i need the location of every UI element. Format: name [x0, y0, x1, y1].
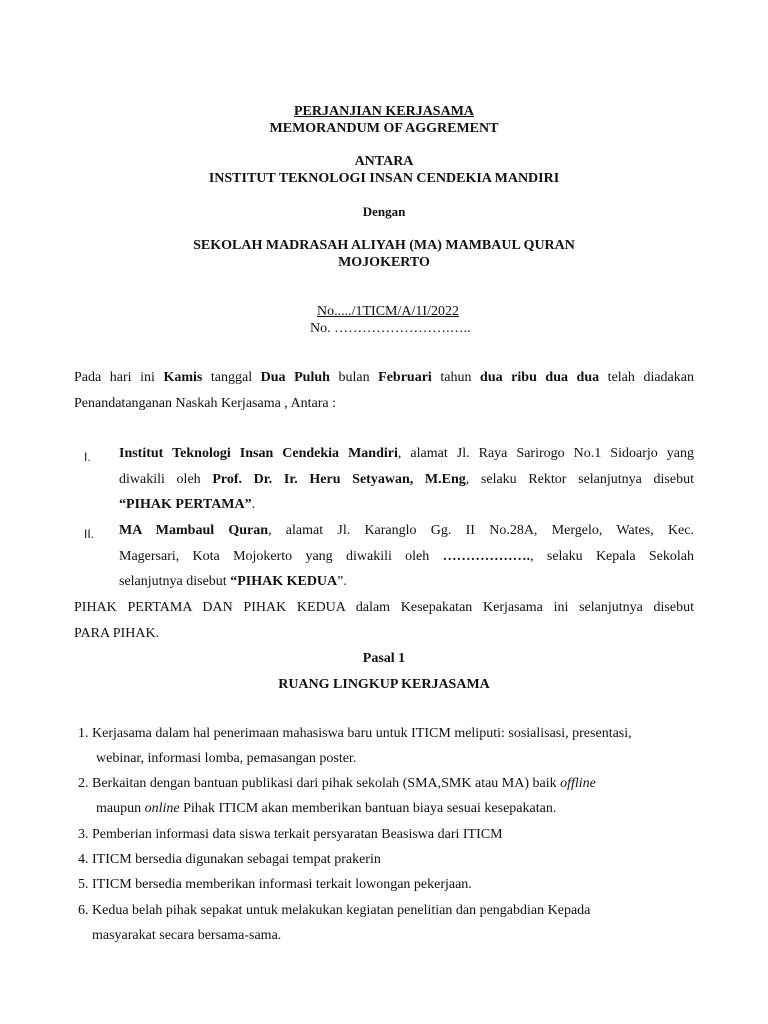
agreement-number-2: No. …………………….….. — [310, 321, 471, 336]
party-1-representative: Prof. Dr. Ir. Heru Setyawan, M.Eng — [212, 472, 466, 487]
party-2-line-2: Magersari, Kota Mojokerto yang diwakili oleh ………………., selaku Kepala Sekolah — [119, 549, 694, 564]
party-1-line-2: diwakili oleh Prof. Dr. Ir. Heru Setyawan, M.Eng, selaku Rektor selanjutnya disebut — [119, 472, 694, 487]
intro-year: dua ribu dua dua — [480, 370, 600, 385]
scope-item-2-line-2: maupun online Pihak ITICM akan memberikan bantuan biaya sesuai kesepakatan. — [96, 801, 557, 816]
party-2-representative: ………………. — [442, 549, 531, 564]
pasal-number: Pasal 1 — [362, 651, 406, 666]
scope-item-3: 3. Pemberian informasi data siswa terkait persyaratan Beasiswa dari ITICM — [78, 827, 503, 842]
intro-line-1: Pada hari ini Kamis tanggal Dua Puluh bulan Februari tahun dua ribu dua dua telah diadakan — [74, 370, 694, 385]
party-marker-2: II. — [84, 527, 95, 541]
title-line-1: PERJANJIAN KERJASAMA — [293, 104, 475, 119]
scope-item-1-line-2: webinar, informasi lomba, pemasangan poster. — [96, 751, 357, 766]
antara-label: ANTARA — [354, 154, 414, 169]
party-1-line-1: Institut Teknologi Insan Cendekia Mandiri, alamat Jl. Raya Sarirogo No.1 Sidoarjo yang — [119, 446, 694, 461]
party-2-line-3: selanjutnya disebut “PIHAK KEDUA”. — [119, 574, 347, 589]
scope-item-1-line-1: 1. Kerjasama dalam hal penerimaan mahasiswa baru untuk ITICM meliputi: sosialisasi, presentasi, — [78, 726, 632, 741]
scope-item-5: 5. ITICM bersedia memberikan informasi terkait lowongan pekerjaan. — [78, 877, 472, 892]
intro-line-2: Penandatanganan Naskah Kerjasama , Antara : — [74, 396, 337, 411]
party-1-name: Institut Teknologi Insan Cendekia Mandiri — [119, 446, 398, 461]
scope-item-4: 4. ITICM bersedia digunakan sebagai tempat prakerin — [78, 852, 381, 867]
party1-heading: INSTITUT TEKNOLOGI INSAN CENDEKIA MANDIRI — [208, 171, 560, 186]
para-pihak-line-1: PIHAK PERTAMA DAN PIHAK KEDUA dalam Kesepakatan Kerjasama ini selanjutnya disebut — [74, 600, 694, 615]
party-2-name: MA Mambaul Quran — [119, 523, 269, 538]
intro-month: Februari — [378, 370, 432, 385]
party-1-alias: “PIHAK PERTAMA” — [119, 497, 252, 512]
intro-date: Dua Puluh — [260, 370, 330, 385]
party2-heading-line-2: MOJOKERTO — [338, 255, 430, 270]
pasal-title: RUANG LINGKUP KERJASAMA — [278, 677, 490, 692]
scope-item-6-line-1: 6. Kedua belah pihak sepakat untuk melakukan kegiatan penelitian dan pengabdian Kepada — [78, 903, 591, 918]
para-pihak-line-2: PARA PIHAK. — [74, 626, 160, 641]
title-line-2: MEMORANDUM OF AGGREMENT — [269, 121, 499, 136]
dengan-label: Dengan — [362, 204, 406, 219]
scope-item-6-line-2: masyarakat secara bersama-sama. — [92, 928, 282, 943]
agreement-number-1: No...../1TICM/A/1I/2022 — [317, 304, 459, 319]
party-2-alias: “PIHAK KEDUA — [230, 574, 338, 589]
intro-day: Kamis — [163, 370, 203, 385]
party-marker-1: I. — [84, 450, 91, 464]
party-1-line-3: “PIHAK PERTAMA”. — [119, 497, 256, 512]
party2-heading-line-1: SEKOLAH MADRASAH ALIYAH (MA) MAMBAUL QURAN — [193, 238, 575, 253]
party-2-line-1: MA Mambaul Quran, alamat Jl. Karanglo Gg. II No.28A, Mergelo, Wates, Kec. — [119, 523, 694, 538]
scope-item-2-line-1: 2. Berkaitan dengan bantuan publikasi dari pihak sekolah (SMA,SMK atau MA) baik offline — [78, 776, 596, 791]
